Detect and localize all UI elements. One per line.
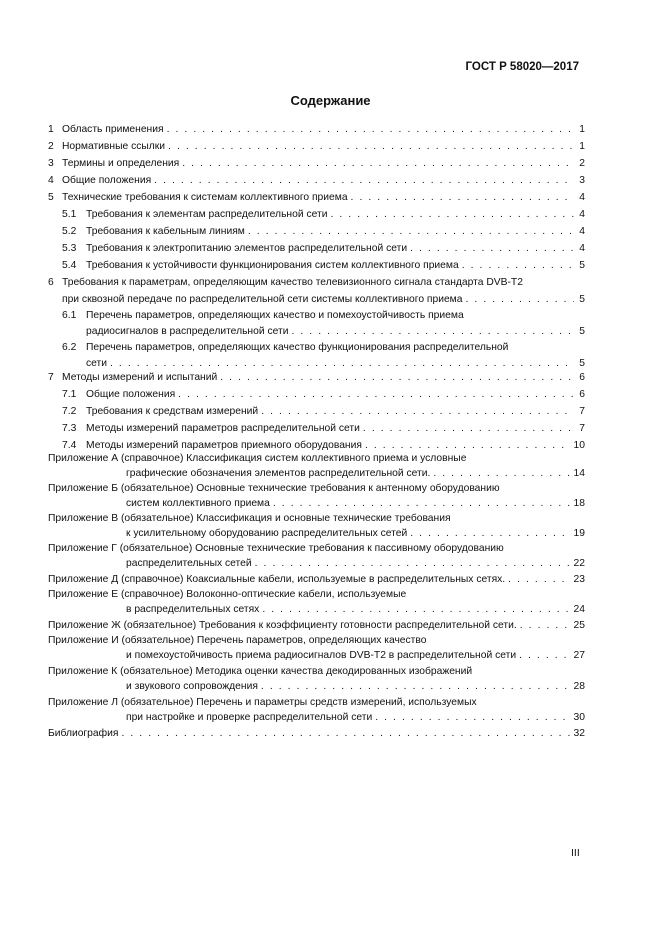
- toc-entry[interactable]: [48, 557, 585, 570]
- toc-entry[interactable]: [48, 542, 585, 555]
- toc-entry-text: к усилительному оборудованию распределительных сетей: [126, 528, 408, 539]
- toc-entry[interactable]: [62, 357, 585, 370]
- toc-entry-text: Область применения: [62, 124, 164, 135]
- toc-entry-number: 6.1: [62, 310, 77, 321]
- toc-entry[interactable]: [48, 191, 585, 204]
- toc-entry[interactable]: [48, 140, 585, 153]
- toc-entry[interactable]: [48, 482, 585, 495]
- toc-entry-text: Методы измерений параметров распределительной сети: [86, 423, 360, 434]
- toc-dot-leader: [178, 388, 574, 401]
- toc-entry-text: Методы измерений и испытаний: [62, 372, 218, 383]
- toc-entry-page: 25: [573, 620, 585, 631]
- toc-entry[interactable]: [48, 634, 585, 647]
- toc-dot-leader: [410, 242, 574, 255]
- toc-entry-text: при настройке и проверке распределительной сети: [126, 712, 373, 723]
- toc-entry-page: 5: [579, 294, 585, 305]
- toc-entry-number: 2: [48, 141, 54, 152]
- toc-entry[interactable]: [48, 727, 585, 740]
- toc-entry-number: 6.2: [62, 342, 77, 353]
- toc-entry-number: 5: [48, 192, 54, 203]
- toc-entry[interactable]: [48, 696, 585, 709]
- toc-entry-text: Общие положения: [86, 389, 176, 400]
- toc-entry-number: 3: [48, 158, 54, 169]
- toc-entry-page: 5: [579, 326, 585, 337]
- toc-entry-text: и помехоустойчивость приема радиосигналов DVB-T2 в распределительной сети: [126, 650, 517, 661]
- toc-entry[interactable]: [48, 527, 585, 540]
- toc-entry-text: Приложение Г (обязательное) Основные технические требования к пассивному оборудованию: [48, 543, 504, 554]
- toc-entry[interactable]: [48, 619, 585, 632]
- toc-entry[interactable]: [48, 512, 585, 525]
- toc-dot-leader: [466, 293, 575, 306]
- toc-entry-number: 7.2: [62, 406, 77, 417]
- toc-entry[interactable]: [62, 405, 585, 418]
- toc-entry[interactable]: [48, 497, 585, 510]
- toc-entry-text: Перечень параметров, определяющих качество функционирования распределительной: [86, 342, 509, 353]
- toc-dot-leader: [462, 259, 574, 272]
- toc-entry-text: Приложение Л (обязательное) Перечень и параметры средств измерений, используемых: [48, 697, 477, 708]
- toc-entry-number: 6: [48, 277, 54, 288]
- toc-entry-page: 1: [579, 124, 585, 135]
- toc-entry-number: 5.1: [62, 209, 77, 220]
- toc-entry-page: 4: [579, 209, 585, 220]
- toc-entry-page: 7: [579, 406, 585, 417]
- toc-entry[interactable]: [48, 174, 585, 187]
- toc-entry-page: 3: [579, 175, 585, 186]
- toc-entry[interactable]: [48, 371, 585, 384]
- toc-entry-number: 5.3: [62, 243, 77, 254]
- toc-dot-leader: [330, 208, 574, 221]
- toc-entry-text: Приложение И (обязательное) Перечень параметров, определяющих качество: [48, 635, 427, 646]
- toc-dot-leader: [261, 680, 571, 693]
- toc-entry[interactable]: [48, 276, 585, 289]
- toc-dot-leader: [520, 619, 571, 632]
- toc-entry[interactable]: [62, 242, 585, 255]
- toc-entry-text: радиосигналов в распределительной сети: [86, 326, 289, 337]
- toc-entry[interactable]: [48, 603, 585, 616]
- toc-entry-text: при сквозной передаче по распределительной сети системы коллективного приема: [62, 294, 463, 305]
- toc-entry[interactable]: [62, 259, 585, 272]
- toc-entry-text: в распределительных сетях: [126, 604, 260, 615]
- toc-entry-page: 2: [579, 158, 585, 169]
- toc-dot-leader: [167, 123, 574, 136]
- toc-entry-page: 14: [573, 468, 585, 479]
- toc-dot-leader: [375, 711, 570, 724]
- toc-entry-text: распределительных сетей: [126, 558, 252, 569]
- toc-entry-number: 5.2: [62, 226, 77, 237]
- toc-dot-leader: [351, 191, 574, 204]
- toc-entry[interactable]: [48, 588, 585, 601]
- toc-dot-leader: [182, 157, 574, 170]
- toc-dot-leader: [248, 225, 574, 238]
- toc-entry[interactable]: [48, 123, 585, 136]
- toc-entry[interactable]: [62, 422, 585, 435]
- toc-entry-text: Термины и определения: [62, 158, 180, 169]
- toc-entry-text: Требования к элементам распределительной сети: [86, 209, 328, 220]
- toc-entry-text: Нормативные ссылки: [62, 141, 166, 152]
- toc-entry-text: Приложение Б (обязательное) Основные технические требования к антенному оборудованию: [48, 483, 500, 494]
- toc-entry-number: 7.3: [62, 423, 77, 434]
- toc-entry[interactable]: [48, 665, 585, 678]
- toc-entry[interactable]: [62, 225, 585, 238]
- toc-entry[interactable]: [48, 452, 585, 465]
- toc-entry-text: Требования к устойчивости функционирования систем коллективного приема: [86, 260, 459, 271]
- toc-entry[interactable]: [48, 680, 585, 693]
- toc-entry-page: 1: [579, 141, 585, 152]
- page-number: III: [571, 847, 580, 859]
- toc-entry-page: 5: [579, 260, 585, 271]
- toc-entry-text: Общие положения: [62, 175, 152, 186]
- toc-entry-text: Приложение К (обязательное) Методика оценки качества декодированных изображений: [48, 666, 473, 677]
- toc-entry-text: Технические требования к системам коллективного приема: [62, 192, 348, 203]
- toc-dot-leader: [273, 497, 571, 510]
- toc-entry-number: 7: [48, 372, 54, 383]
- toc-dot-leader: [410, 527, 570, 540]
- toc-entry[interactable]: [48, 293, 585, 306]
- toc-entry[interactable]: [62, 341, 585, 354]
- toc-entry-number: 4: [48, 175, 54, 186]
- toc-dot-leader: [262, 603, 570, 616]
- toc-entry-page: 18: [573, 498, 585, 509]
- toc-entry-page: 6: [579, 389, 585, 400]
- toc-entry[interactable]: [62, 208, 585, 221]
- toc-entry-text: Требования к электропитанию элементов распределительной сети: [86, 243, 408, 254]
- toc-title: Содержание: [290, 93, 371, 108]
- toc-entry-number: 1: [48, 124, 54, 135]
- toc-dot-leader: [508, 573, 570, 586]
- toc-entry-text: Перечень параметров, определяющих качество и помехоустойчивость приема: [86, 310, 464, 321]
- toc-entry[interactable]: [62, 388, 585, 401]
- toc-entry-number: 5.4: [62, 260, 77, 271]
- toc-entry[interactable]: [48, 649, 585, 662]
- toc-entry-page: 4: [579, 226, 585, 237]
- toc-entry-text: Приложение А (справочное) Классификация систем коллективного приема и условные: [48, 453, 467, 464]
- toc-entry-page: 5: [579, 358, 585, 369]
- toc-entry-page: 4: [579, 192, 585, 203]
- toc-entry[interactable]: [62, 325, 585, 338]
- toc-entry[interactable]: [62, 439, 585, 452]
- toc-entry-text: Приложение В (обязательное) Классификация и основные технические требования: [48, 513, 451, 524]
- toc-entry-text: и звукового сопровождения: [126, 681, 258, 692]
- toc-entry[interactable]: [48, 467, 585, 480]
- toc-entry-page: 6: [579, 372, 585, 383]
- document-id: ГОСТ Р 58020—2017: [465, 61, 579, 73]
- toc-dot-leader: [255, 557, 571, 570]
- toc-entry-text: Приложение Д (справочное) Коаксиальные кабели, используемые в распределительных сетях.: [48, 574, 506, 585]
- toc-entry-text: Методы измерений параметров приемного оборудования: [86, 440, 362, 451]
- toc-entry-page: 24: [573, 604, 585, 615]
- toc-entry-number: 7.4: [62, 440, 77, 451]
- toc-entry-text: Требования к средствам измерений: [86, 406, 259, 417]
- toc-dot-leader: [433, 467, 570, 480]
- toc-entry-page: 22: [573, 558, 585, 569]
- toc-entry-page: 4: [579, 243, 585, 254]
- toc-dot-leader: [261, 405, 574, 418]
- toc-entry-text: Приложение Е (справочное) Волоконно-оптические кабели, используемые: [48, 589, 407, 600]
- toc-dot-leader: [168, 140, 574, 153]
- toc-entry-page: 30: [573, 712, 585, 723]
- toc-entry[interactable]: [48, 711, 585, 724]
- toc-entry-text: Приложение Ж (обязательное) Требования к коэффициенту готовности распределительной сети.: [48, 620, 517, 631]
- toc-dot-leader: [220, 371, 574, 384]
- toc-entry-page: 7: [579, 423, 585, 434]
- toc-entry-page: 27: [573, 650, 585, 661]
- toc-entry-text: графические обозначения элементов распределительной сети.: [126, 468, 431, 479]
- toc-entry-text: сети: [86, 358, 108, 369]
- toc-entry-text: Библиография: [48, 728, 119, 739]
- toc-entry-text: систем коллективного приема: [126, 498, 270, 509]
- toc-entry[interactable]: [48, 157, 585, 170]
- toc-entry-text: Требования к параметрам, определяющим качество телевизионного сигнала стандарта DVB-T2: [62, 277, 523, 288]
- toc-dot-leader: [291, 325, 574, 338]
- toc-dot-leader: [365, 439, 571, 452]
- toc-dot-leader: [363, 422, 574, 435]
- toc-dot-leader: [110, 357, 574, 370]
- toc-entry-page: 19: [573, 528, 585, 539]
- toc-entry-number: 7.1: [62, 389, 77, 400]
- toc-dot-leader: [154, 174, 574, 187]
- toc-dot-leader: [519, 649, 570, 662]
- toc-entry-page: 32: [573, 728, 585, 739]
- toc-entry-page: 23: [573, 574, 585, 585]
- toc-entry[interactable]: [62, 309, 585, 322]
- toc-entry[interactable]: [48, 573, 585, 586]
- toc-entry-page: 10: [573, 440, 585, 451]
- toc-dot-leader: [121, 727, 570, 740]
- toc-entry-page: 28: [573, 681, 585, 692]
- toc-entry-text: Требования к кабельным линиям: [86, 226, 245, 237]
